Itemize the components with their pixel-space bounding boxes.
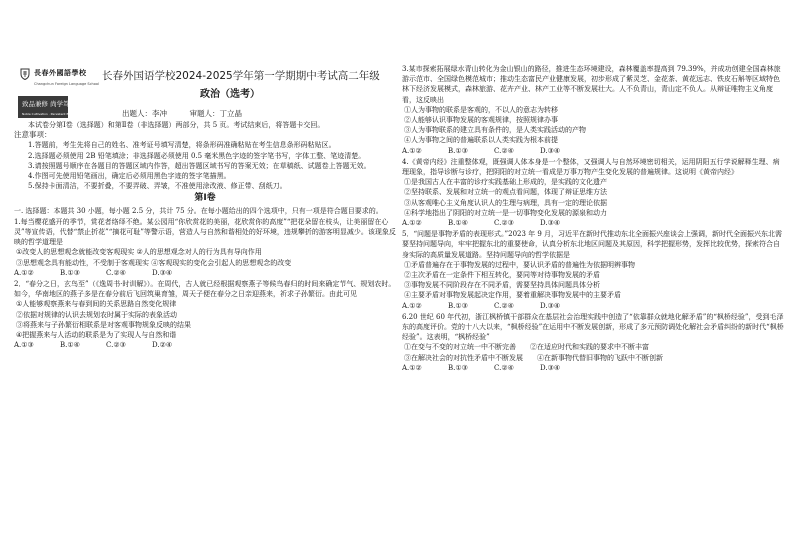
- paragraph: 1.答题前，考生先将自己的姓名、准考证号填写清楚，将条形码准确粘贴在考生信息条形码粘贴区。: [28, 141, 336, 150]
- option-line: ②坚持联系、发展和对立统一的观点看问题，体现了辩证思维方法: [404, 188, 607, 197]
- answer-choice: A.①②: [402, 363, 422, 372]
- section-title: 第Ⅰ卷: [194, 193, 216, 204]
- question-stem: 4.《黄帝内经》注重整体观，既强调人体本身是一个整体，又强调人与自然环境密切相关，运用阴阳五行学说解释生理、病理现象，指导诊断与诊疗，把阴阳的对立统一看成是万事万物产生变化发展的普遍规律。这说明《黄帝内经》: [402, 157, 780, 177]
- answer-choices: [402, 363, 784, 373]
- option-line: ①是我国古人在丰富的诊疗实践基础上形成的，是实践的文化遗产: [404, 178, 607, 187]
- school-motto-badge: [18, 96, 81, 118]
- answer-choice: A.①②: [402, 219, 422, 228]
- answer-choice: D.③④: [540, 301, 561, 310]
- paragraph: 注意事项：: [14, 130, 52, 140]
- question-stem: 1.每当樱花盛开的季节，赏花者络绎不绝。某公园用“你欣赏花的美丽，花欣赏你的高度”“把花朵留在枝头，让美丽留在心灵”等宣传语，代替“禁止折花”“摘花可耻”等警示语，营造人与自然和谐相处的好环境，违规攀折的游客明显减少。该现象反映的哲学道理是: [14, 217, 396, 247]
- answer-choice: D.③④: [540, 219, 561, 228]
- paragraph: 一. 选择题：本题共 30 小题，每小题 2.5 分，共计 75 分。在每小题给出的四个选项中，只有一项是符合题目要求的。: [14, 206, 383, 215]
- answer-choice: D.②④: [152, 341, 173, 350]
- paragraph: 5.保持卡面清洁，不要折叠，不要弄破、弄皱，不准使用涂改液、修正带、刮纸刀。: [28, 182, 287, 191]
- answer-choice: A.①②: [402, 146, 422, 155]
- option-line: ①矛盾普遍存在于事物发展的过程中，要认识矛盾的普遍性为依据明辨事物: [404, 260, 635, 269]
- answer-choice: B.①③: [448, 146, 468, 155]
- answer-choice: D.③④: [540, 363, 561, 372]
- paragraph: 2.选择题必须使用 2B 铅笔填涂；非选择题必须使用 0.5 毫米黑色字迹的签字笔书写，字体工整、笔迹清楚。: [28, 151, 366, 160]
- question-stem: 5．“问题是事物矛盾的表现形式。”2023 年 9 月，习近平在新时代推动东北全面振兴座谈会上强调，新时代全面振兴东北需要坚持问题导向，牢牢把握东北的重要使命，认真分析东北地区问题及其原因，科学把握形势，发挥比较优势，探索符合自身实际的高质量发展道路。坚持问题导向的哲学依据是: [402, 230, 783, 259]
- option-line: ③在解决社会的对抗性矛盾中不断发展 ④在新事物代替旧事物的飞跃中不断创新: [404, 353, 663, 362]
- answer-choice: B.①③: [448, 363, 468, 372]
- option-line: ①人能够观察燕来与春到间的关系思路自然变化规律: [16, 300, 177, 309]
- option-line: ③事物发展不同阶段存在不同矛盾，需要坚持具体问题具体分析: [404, 281, 600, 290]
- paragraph: 4.作图可先使用铅笔画出，确定后必须用黑色字迹的签字笔描黑。: [28, 172, 231, 181]
- answer-choices: [14, 340, 396, 350]
- school-motto: 致品兼修 尚学笃行: [22, 100, 77, 108]
- answer-choices: [402, 146, 784, 156]
- option-line: ④主要矛盾对事物发展起决定作用，要着重解决事物发展中的主要矛盾: [404, 291, 621, 300]
- left-body: [14, 120, 396, 350]
- right-column: [402, 64, 784, 373]
- school-english-name: Changchun Foreign Language School: [34, 82, 100, 86]
- answer-choice: B.①④: [448, 219, 468, 228]
- answer-choices: [402, 218, 784, 228]
- answer-choices: [402, 301, 784, 311]
- option-line: ①改变人的思想观念就能改变客观现实 ②人的思想观念对人的行为具有导向作用: [16, 248, 262, 257]
- answer-choice: C.②④: [494, 363, 514, 372]
- answer-choice: D.③④: [152, 268, 173, 277]
- exam-header: [14, 0, 396, 118]
- option-line: ④把握燕来与人活动的联系是为了实现人与自然和谐: [16, 331, 177, 340]
- question-stem: 6.20 世纪 60 年代初，浙江枫桥镇干部群众在基层社会治理实践中创造了“依靠群众就地化解矛盾”的“枫桥经验”，受到毛泽东的高度评价。党的十八大以来，“枫桥经验”在运用中不断发展创新，形成了多元预防调处化解社会矛盾纠纷的新时代“枫桥经验”。这表明，“枫桥经验”: [402, 312, 784, 342]
- answer-choice: C.②④: [494, 301, 514, 310]
- option-line: ③人为事物联系的建立具有条件的，是人类实践活动的产物: [404, 126, 586, 135]
- paragraph: 3.某市探索拓展绿水青山转化为金山银山的路径，推进生态环境建设，森林覆盖率提高到 79.39%，并成功创建全国森林旅游示范市、全国绿色模范城市；推动生态富民产业健康发展，初步形成了紫灵芝、金花茶、黄花远志、铁皮石斛等区域特色林下经济发展模式，森林旅游、花卉产业、林产工业等不断发展壮大。人不负青山，青山定不负人。从辩证唯物主义角度看，这反映出: [402, 65, 781, 104]
- answer-choices: [14, 268, 396, 278]
- option-line: ③将燕来与子孙繁衍相联系是对客观事物规象反映的结果: [16, 320, 191, 329]
- paragraph: 本试卷分第Ⅰ卷（选择题）和第Ⅱ卷（非选择题）两部分，共 5 页。考试结束后，将答题卡交回。: [28, 121, 325, 129]
- option-line: ②人能够认识事物发展的客观规律，按照规律办事: [404, 116, 558, 125]
- answer-choice: C.②③: [106, 341, 126, 350]
- school-emblem-icon: [20, 68, 30, 80]
- answer-choice: B.①③: [60, 268, 80, 277]
- option-line: ②依据对规律的认识去规划农时属于实际的表象活动: [16, 310, 177, 319]
- option-line: ④人为事物之间的普遍联系以人类实践为根本前提: [404, 136, 558, 145]
- answer-choice: A.①②: [14, 268, 34, 277]
- option-line: ③从客观唯心主义角度认识人的生理与病理，具有一定的理论依据: [404, 198, 607, 207]
- exam-title: 长春外国语学校2024-2025学年第一学期期中考试高二年级: [102, 70, 380, 82]
- question-stem: 2．“春分之日，玄鸟至”（《逸周书·时训解》）。在周代，古人就已经根据观察燕子等候鸟春归的时间来确定节气、规划农时。如今，华南地区的燕子多是在春分前后飞回筑巢育雏，周天子便在春分之日亲迎燕来，祈求子孙繁衍。由此可见: [14, 280, 396, 299]
- option-line: ③思想观念具有能动性，不受制于客观现实 ④客观现实的变化会引起人的思想观念的改变: [16, 258, 292, 267]
- answer-choice: C.②③: [494, 219, 514, 228]
- option-line: ②主次矛盾在一定条件下相互转化，要同等对待事物发展的矛盾: [404, 271, 600, 280]
- answer-choice: C.②④: [494, 146, 514, 155]
- answer-choice: B.①③: [448, 301, 468, 310]
- option-line: ①在变与不变的对立统一中不断完善 ②在适应时代和实践的要求中不断丰富: [404, 343, 649, 352]
- answer-choice: B.①④: [60, 341, 80, 350]
- school-motto-english: Noble Cultivation · Persistent Endeavor: [22, 112, 81, 116]
- school-name: 長春外國語學校: [34, 68, 87, 77]
- left-column: [14, 0, 396, 350]
- option-line: ④科学地指出了阴阳的对立统一是一切事物变化发展的源泉和动力: [404, 208, 607, 217]
- answer-choice: A.①②: [402, 301, 422, 310]
- paragraph: 3.请按照题号顺序在各题目的答题区域内作答，超出答题区域书写的答案无效；在草稿纸、试题卷上答题无效。: [28, 161, 371, 170]
- answer-choice: A.①③: [14, 341, 34, 350]
- answer-choice: D.③④: [540, 146, 561, 155]
- exam-subject: 政治（选考）: [200, 89, 260, 100]
- answer-choice: C.②④: [106, 268, 126, 277]
- exam-authors: 出题人：李冲 审题人：丁立晶: [122, 109, 242, 118]
- option-line: ①人为事物的联系是客观的，不以人的意志为转移: [404, 105, 558, 114]
